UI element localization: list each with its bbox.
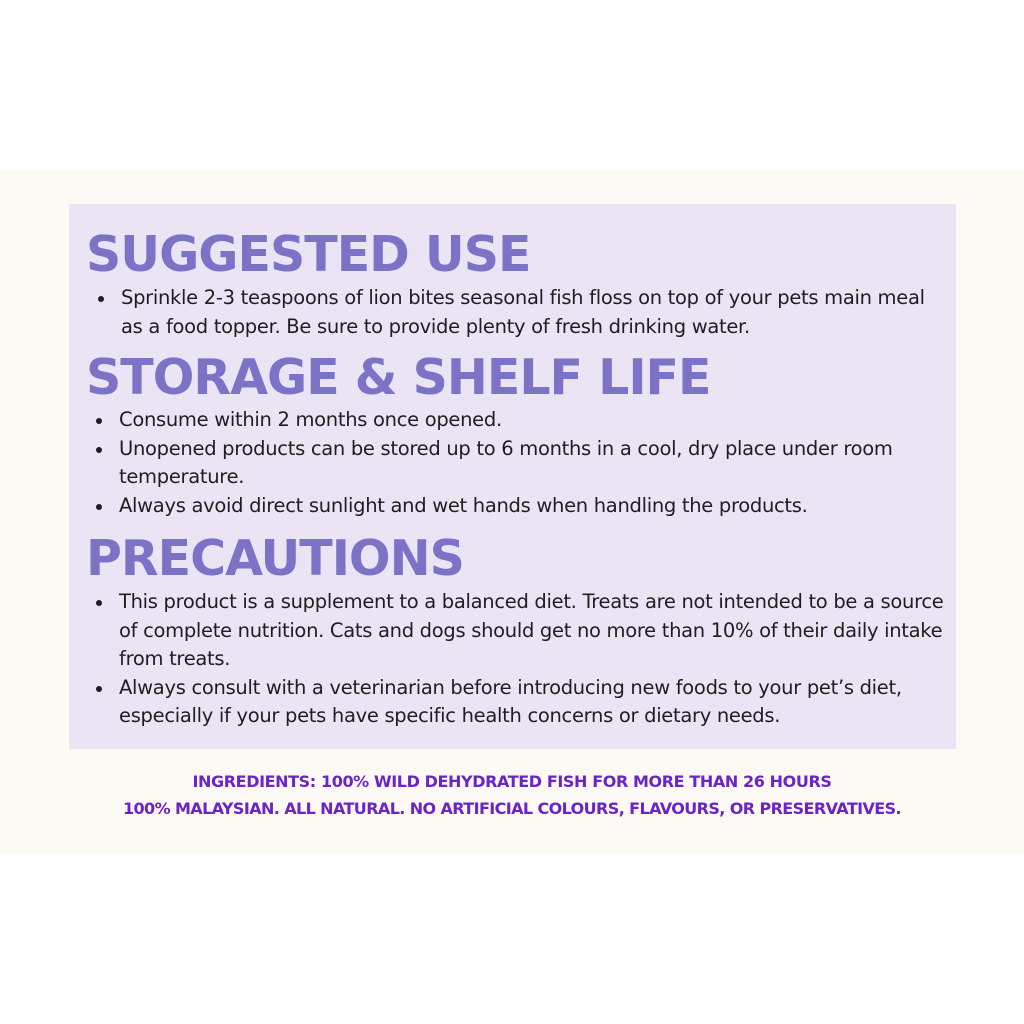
ingredients-line: INGREDIENTS: 100% WILD DEHYDRATED FISH FOR MORE THAN 26 HOURS bbox=[192, 772, 832, 791]
storage-item: Consume within 2 months once opened. bbox=[89, 406, 939, 435]
suggested-use-list bbox=[91, 284, 951, 341]
storage-list bbox=[89, 406, 939, 520]
storage-item: Always avoid direct sunlight and wet hands when handling the products. bbox=[89, 492, 939, 521]
precautions-item: This product is a supplement to a balanced diet. Treats are not intended to be a source of complete nutrition. Cats and dogs should get no more than 10% of their daily intake from treats. bbox=[89, 588, 949, 674]
suggested-use-heading: SUGGESTED USE bbox=[86, 226, 531, 283]
precautions-list bbox=[89, 588, 949, 731]
precautions-heading: PRECAUTIONS bbox=[86, 530, 464, 587]
claims-line: 100% MALAYSIAN. ALL NATURAL. NO ARTIFICIAL COLOURS, FLAVOURS, OR PRESERVATIVES. bbox=[122, 799, 902, 818]
storage-item: Unopened products can be stored up to 6 months in a cool, dry place under room temperature. bbox=[89, 435, 939, 492]
precautions-item: Always consult with a veterinarian before introducing new foods to your pet’s diet, especially if your pets have specific health concerns or dietary needs. bbox=[89, 674, 949, 731]
suggested-use-item: Sprinkle 2-3 teaspoons of lion bites seasonal fish floss on top of your pets main meal as a food topper. Be sure to provide plenty of fresh drinking water. bbox=[91, 284, 951, 341]
storage-shelf-life-heading: STORAGE & SHELF LIFE bbox=[86, 349, 711, 406]
